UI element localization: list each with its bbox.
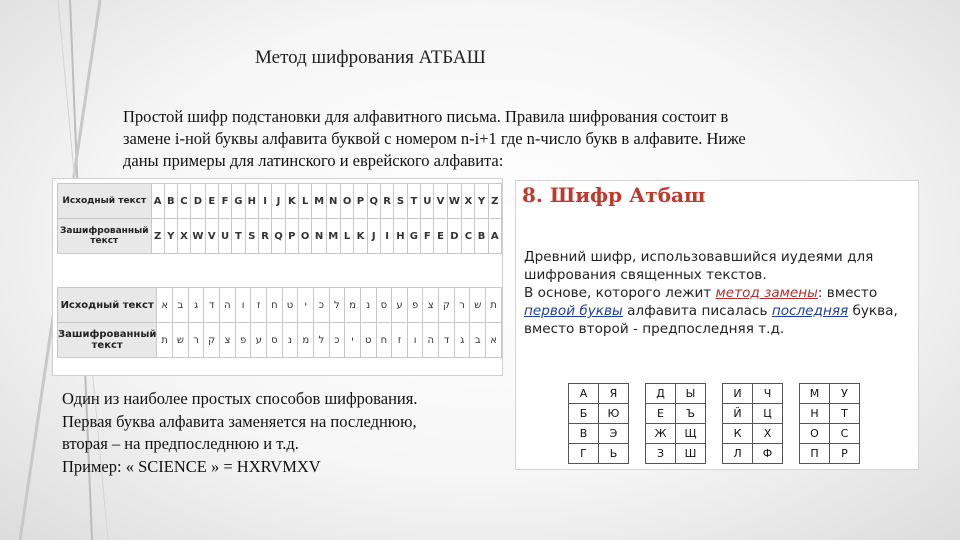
letter-cell: ב (173, 288, 189, 323)
letter-cell: Ъ (676, 404, 706, 424)
letter-cell: ת (486, 288, 502, 323)
description-line: Один из наиболее простых способов шифрования. (62, 389, 418, 408)
letter-cell: צ (220, 323, 236, 358)
letter-cell: B (475, 219, 488, 254)
cyrillic-pair-table (645, 383, 706, 464)
letter-cell: L (298, 184, 312, 219)
letter-cell: К (723, 424, 753, 444)
row-header: Зашифрованный текст (58, 323, 157, 358)
slide-title: Метод шифрования АТБАШ (255, 47, 486, 68)
latin-table (57, 183, 502, 254)
intro-line: даны примеры для латинского и еврейского алфавита: (123, 151, 504, 170)
letter-cell: T (232, 219, 245, 254)
letter-cell: ר (188, 323, 204, 358)
letter-cell: מ (345, 288, 361, 323)
letter-cell: N (312, 219, 326, 254)
letter-cell: П (800, 444, 830, 464)
letter-cell: E (434, 219, 447, 254)
letter-cell: H (245, 184, 258, 219)
letter-cell: M (326, 219, 340, 254)
letter-cell: O (298, 219, 312, 254)
letter-cell: ח (376, 323, 392, 358)
letter-cell: Б (569, 404, 599, 424)
letter-cell: P (285, 219, 298, 254)
letter-cell: V (205, 219, 218, 254)
letter-cell: ה (220, 288, 236, 323)
letter-cell: J (367, 219, 381, 254)
method-highlight: метод замены (715, 285, 818, 301)
letter-cell: X (462, 184, 475, 219)
letter-cell: ה (423, 323, 439, 358)
letter-cell: מ (298, 323, 314, 358)
panel-text-line (524, 284, 916, 338)
letter-cell: Y (475, 184, 488, 219)
letter-cell: כ (314, 288, 330, 323)
letter-cell: З (646, 444, 676, 464)
description-line: вторая – на предпоследнюю и т.д. (62, 434, 299, 453)
letter-cell: A (151, 184, 164, 219)
cyrillic-pair-table (568, 383, 629, 464)
intro-paragraph (123, 106, 903, 172)
description-paragraph (62, 388, 512, 478)
letter-cell: כ (329, 323, 345, 358)
letter-cell: Р (830, 444, 860, 464)
letter-cell: G (407, 219, 420, 254)
letter-cell: Й (723, 404, 753, 424)
letter-cell: Д (646, 384, 676, 404)
cyrillic-pair-table (799, 383, 860, 464)
letter-cell: ק (204, 323, 220, 358)
letter-cell: Y (164, 219, 177, 254)
letter-cell: J (272, 184, 286, 219)
letter-cell: C (462, 219, 475, 254)
panel-text-fragment: : вместо (817, 285, 878, 301)
letter-cell: ו (407, 323, 423, 358)
letter-cell: פ (407, 288, 423, 323)
letter-cell: Ф (753, 444, 783, 464)
letter-cell: ע (392, 288, 408, 323)
atbash-panel-image (515, 180, 919, 470)
description-line: Первая буква алфавита заменяется на последнюю, (62, 411, 417, 431)
last-letter-highlight: последняя (771, 303, 849, 319)
row-header: Исходный текст (58, 184, 152, 219)
letter-cell: ז (392, 323, 408, 358)
letter-cell: נ (360, 288, 376, 323)
row-header: Исходный текст (58, 288, 157, 323)
letter-cell: И (723, 384, 753, 404)
letter-cell: Ц (753, 404, 783, 424)
alphabet-tables-image (52, 178, 503, 376)
letter-cell: Ь (599, 444, 629, 464)
letter-cell: ר (454, 288, 470, 323)
letter-cell: B (164, 184, 177, 219)
letter-cell: ב (470, 323, 486, 358)
letter-cell: Н (800, 404, 830, 424)
panel-text-fragment: буква, вместо второй - предпоследняя т.д. (524, 303, 898, 337)
letter-cell: Q (272, 219, 286, 254)
letter-cell: A (488, 219, 501, 254)
cyrillic-atbash-grid (568, 383, 876, 464)
letter-cell: ל (314, 323, 330, 358)
letter-cell: ד (204, 288, 220, 323)
letter-cell: O (340, 184, 354, 219)
letter-cell: F (218, 184, 231, 219)
row-header: Зашифрованный текст (58, 219, 152, 254)
letter-cell: H (394, 219, 407, 254)
letter-cell: Ы (676, 384, 706, 404)
letter-cell: ל (329, 288, 345, 323)
letter-cell: О (800, 424, 830, 444)
panel-text-line: Древний шифр, использовавшийся иудеями для шифрования священных текстов. (524, 249, 874, 283)
letter-cell: K (354, 219, 367, 254)
letter-cell: I (381, 219, 394, 254)
letter-cell: ג (454, 323, 470, 358)
letter-cell: ס (376, 288, 392, 323)
letter-cell: L (340, 219, 354, 254)
letter-cell: А (569, 384, 599, 404)
letter-cell: Z (488, 184, 501, 219)
letter-cell: Л (723, 444, 753, 464)
letter-cell: Ю (599, 404, 629, 424)
letter-cell: ט (360, 323, 376, 358)
letter-cell: Г (569, 444, 599, 464)
letter-cell: М (800, 384, 830, 404)
letter-cell: W (447, 184, 462, 219)
letter-cell: ו (235, 288, 251, 323)
letter-cell: R (381, 184, 394, 219)
letter-cell: U (421, 184, 434, 219)
intro-line: Простой шифр подстановки для алфавитного письма. Правила шифрования состоит в (123, 107, 729, 126)
letter-cell: ש (173, 323, 189, 358)
letter-cell: M (312, 184, 326, 219)
panel-title: 8. Шифр Атбаш (522, 183, 706, 207)
letter-cell: Ж (646, 424, 676, 444)
letter-cell: ע (251, 323, 267, 358)
letter-cell: T (407, 184, 420, 219)
letter-cell: F (421, 219, 434, 254)
letter-cell: X (177, 219, 190, 254)
letter-cell: Х (753, 424, 783, 444)
panel-text (524, 248, 916, 338)
letter-cell: א (157, 288, 173, 323)
letter-cell: ד (439, 323, 455, 358)
letter-cell: ג (188, 288, 204, 323)
panel-text-fragment: алфавита писалась (622, 303, 772, 319)
letter-cell: נ (282, 323, 298, 358)
letter-cell: V (434, 184, 447, 219)
letter-cell: א (486, 323, 502, 358)
letter-cell: W (191, 219, 206, 254)
letter-cell: В (569, 424, 599, 444)
letter-cell: P (354, 184, 367, 219)
letter-cell: צ (423, 288, 439, 323)
letter-cell: Q (367, 184, 381, 219)
letter-cell: Щ (676, 424, 706, 444)
letter-cell: פ (235, 323, 251, 358)
letter-cell: G (232, 184, 245, 219)
letter-cell: י (345, 323, 361, 358)
letter-cell: R (259, 219, 272, 254)
letter-cell: У (830, 384, 860, 404)
letter-cell: S (394, 184, 407, 219)
letter-cell: N (326, 184, 340, 219)
letter-cell: Ш (676, 444, 706, 464)
first-letter-highlight: первой буквы (524, 303, 623, 319)
letter-cell: Т (830, 404, 860, 424)
letter-cell: ת (157, 323, 173, 358)
letter-cell: D (191, 184, 206, 219)
hebrew-table (57, 287, 502, 358)
letter-cell: С (830, 424, 860, 444)
description-line: Пример: « SCIENCE » = HXRVMXV (62, 456, 321, 476)
letter-cell: U (218, 219, 231, 254)
letter-cell: Э (599, 424, 629, 444)
cyrillic-pair-table (722, 383, 783, 464)
letter-cell: ט (282, 288, 298, 323)
letter-cell: D (447, 219, 462, 254)
panel-text-fragment: В основе, которого лежит (524, 285, 716, 301)
letter-cell: K (285, 184, 298, 219)
letter-cell: ש (470, 288, 486, 323)
letter-cell: ק (439, 288, 455, 323)
letter-cell: E (205, 184, 218, 219)
letter-cell: Ч (753, 384, 783, 404)
letter-cell: ז (251, 288, 267, 323)
letter-cell: Z (151, 219, 164, 254)
letter-cell: C (177, 184, 190, 219)
intro-line: замене i-ной буквы алфавита буквой с номером n-i+1 где n-число букв в алфавите. Ниже (123, 129, 746, 148)
letter-cell: Е (646, 404, 676, 424)
letter-cell: Я (599, 384, 629, 404)
letter-cell: ס (267, 323, 283, 358)
letter-cell: S (245, 219, 258, 254)
letter-cell: ח (267, 288, 283, 323)
letter-cell: I (259, 184, 272, 219)
letter-cell: י (298, 288, 314, 323)
